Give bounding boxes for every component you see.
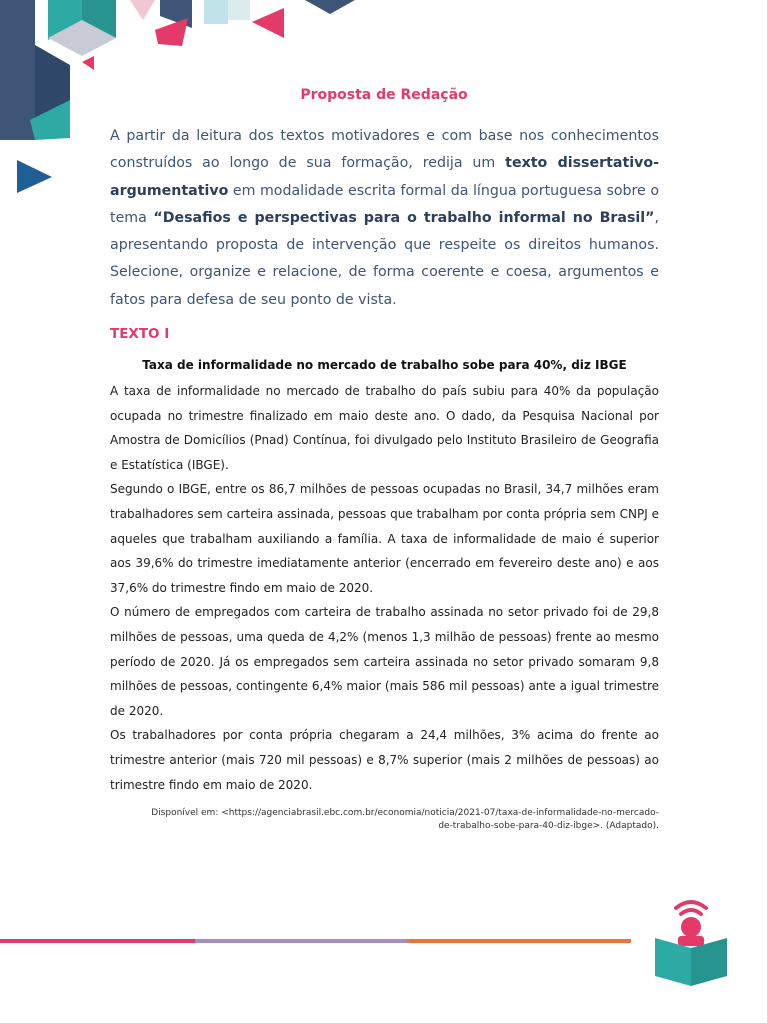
intro-bold-text: texto dissertativo-argumentativo [110,155,660,199]
footer-stripe-lilac [195,939,407,943]
intro-paragraph [110,123,659,314]
source-line: Disponível em: <https://agenciabrasil.ebc.com.br/economia/noticia/2021-07/taxa-de-informalidade-no-mercado- [151,808,659,818]
footer-stripe-pink [0,939,195,943]
section-label: TEXTO I [110,326,170,342]
reading-book-logo-icon [650,892,732,988]
article-paragraph: O número de empregados com carteira de trabalho assinada no setor privado foi de 29,8 milhões de pessoas, uma queda de 4,2% (menos 1,3 milhão de pessoas) frente ao mesmo período de 2020. Já os empregados sem carteira assinada no setor privado somaram 9,8 milhões de pessoas, contingente 6,4% maior (mais 586 mil pessoas) ante a igual trimestre de 2020. [110,605,659,718]
article-title: Taxa de informalidade no mercado de trabalho sobe para 40%, diz IBGE [142,358,627,372]
intro-text: em modalidade escrita formal da língua portuguesa sobre o tema [110,182,659,226]
footer-stripe-orange [407,939,631,943]
intro-text: , apresentando proposta de intervenção que respeite os direitos humanos. Selecione, organize e relacione, de forma coerente e coesa, argumentos e fatos para defesa de seu ponto de vista. [110,209,659,308]
article-paragraph: Os trabalhadores por conta própria chegaram a 24,4 milhões, 3% acima do frente ao trimestre anterior (mais 720 mil pessoas) e 8,7% superior (mais 2 milhões de pessoas) ao trimestre findo em maio de 2020. [110,728,659,792]
article-paragraph: Segundo o IBGE, entre os 86,7 milhões de pessoas ocupadas no Brasil, 34,7 milhões eram trabalhadores sem carteira assinada, pessoas que trabalham por conta própria sem CNPJ e aqueles que trabalham auxiliando a família. A taxa de informalidade de maio é superior aos 39,6% do trimestre imediatamente anterior (encerrado em fevereiro deste ano) e aos 37,6% do trimestre findo em maio de 2020. [110,482,659,595]
page-title: Proposta de Redação [300,87,468,103]
article-body [110,379,659,797]
source-citation [110,807,659,832]
essay-theme: “Desafios e perspectivas para o trabalho informal no Brasil” [153,209,655,226]
source-line: de-trabalho-sobe-para-40-diz-ibge>. (Adaptado). [438,820,659,831]
article-paragraph: A taxa de informalidade no mercado de trabalho do país subiu para 40% da população ocupada no trimestre finalizado em maio deste ano. O dado, da Pesquisa Nacional por Amostra de Domicílios (Pnad) Contínua, foi divulgado pelo Instituto Brasileiro de Geografia e Estatística (IBGE). [110,384,659,472]
intro-text: A partir da leitura dos textos motivadores e com base nos conhecimentos construídos ao longo de sua formação, redija um [110,128,659,172]
